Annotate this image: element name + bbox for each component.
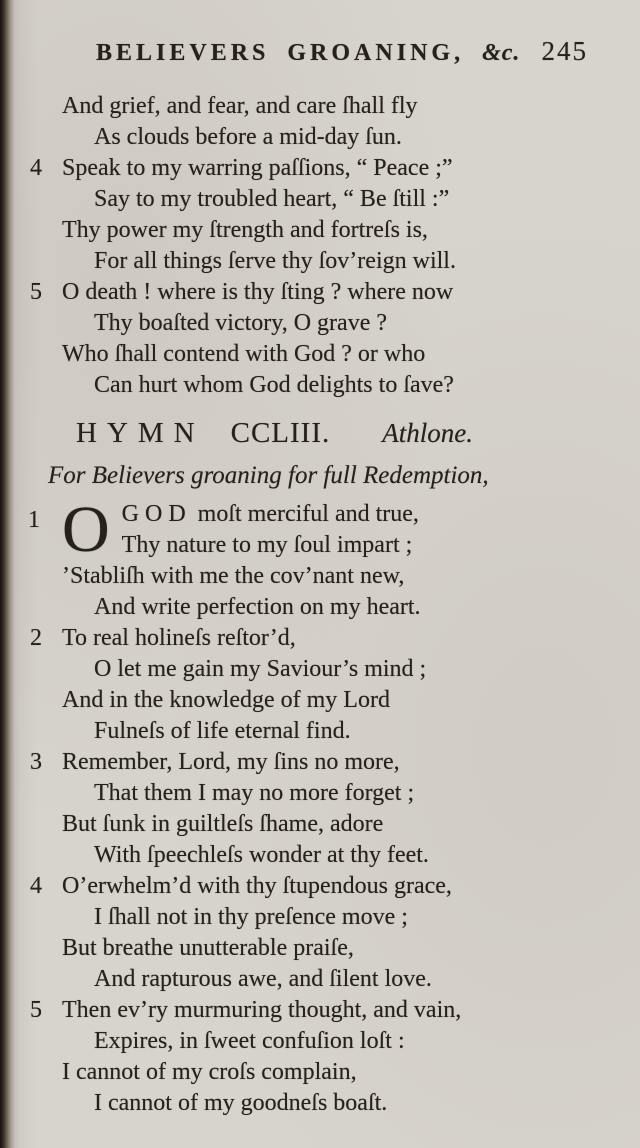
hymn-line [30, 995, 596, 1026]
running-title-etc: &c. [482, 40, 521, 66]
verse-number: 2 [30, 625, 42, 651]
line-text: Say to my troubled heart, “ Be ſtill :” [94, 186, 450, 212]
hymn-numeral: CCLIII. [230, 417, 331, 449]
previous-hymn-closing-verses [30, 91, 596, 401]
hymn-line [62, 809, 596, 840]
hymn-line [62, 184, 596, 215]
line-text: And grief, and fear, and care ſhall fly [62, 93, 418, 119]
hymn-line [62, 308, 596, 339]
hymn-line [62, 339, 596, 370]
line-text: moſt merciful and true, [191, 501, 419, 527]
line-text: Fulneſs of life eternal find. [94, 718, 351, 744]
line-text: Thy power my ſtrength and fortreſs is, [62, 217, 428, 243]
hymn-verses [30, 561, 596, 1119]
line-text: Thy boaſted victory, O grave ? [94, 310, 388, 336]
line-text: For all things ſerve thy ſov’reign will. [94, 248, 456, 274]
verse-number: 3 [30, 749, 42, 775]
verse-number: 4 [30, 155, 42, 181]
line-text: O death ! where is thy ſting ? where now [62, 279, 454, 305]
hymn-line [62, 122, 596, 153]
verse-number: 5 [30, 279, 42, 305]
hymn-line [62, 964, 596, 995]
line-text: I cannot of my croſs complain, [62, 1059, 357, 1085]
line-text: And rapturous awe, and ſilent love. [94, 966, 432, 992]
line-text: Then ev’ry murmuring thought, and vain, [62, 997, 462, 1023]
hymn-line [62, 91, 596, 122]
hymn-line [30, 277, 596, 308]
line-text: That them I may no more forget ; [94, 780, 415, 806]
line-text: Expires, in ſweet confuſion loſt : [94, 1028, 405, 1054]
hymn-line [62, 1088, 596, 1119]
line-text: ’Stabliſh with me the cov’nant new, [62, 563, 405, 589]
line-text: Can hurt whom God delights to ſave? [94, 372, 454, 398]
line-text: I ſhall not in thy preſence move ; [94, 904, 408, 930]
line-text: But breathe unutterable praiſe, [62, 935, 354, 961]
verse-number: 5 [30, 997, 42, 1023]
line-text: Remember, Lord, my ſins no more, [62, 749, 400, 775]
hymn-line [30, 623, 596, 654]
page-header [62, 36, 596, 67]
line-text: O’erwhelm’d with thy ſtupendous grace, [62, 873, 452, 899]
page-number: 245 [541, 36, 588, 66]
spaced-word: GOD [121, 501, 192, 527]
dropcap-letter: O [62, 493, 110, 566]
hymn-subtitle: For Believers groaning for full Redemption, [48, 462, 489, 489]
verse-number: 1 [28, 507, 40, 533]
hymn-line [62, 1057, 596, 1088]
hymn-line [62, 840, 596, 871]
line-text: But ſunk in guiltleſs ſhame, adore [62, 811, 384, 837]
hymn-line [62, 716, 596, 747]
line-text: As clouds before a mid-day ſun. [94, 124, 402, 150]
line-text: Speak to my warring paſſions, “ Peace ;” [62, 155, 453, 181]
hymn-line [62, 215, 596, 246]
line-text: And write perfection on my heart. [94, 594, 421, 620]
line-text: I cannot of my goodneſs boaſt. [94, 1090, 388, 1116]
hymn-line [62, 933, 596, 964]
running-title [96, 40, 520, 67]
hymn-line [62, 1026, 596, 1057]
hymn-line [62, 499, 596, 530]
hymn-opening-verse [28, 493, 596, 566]
hymn-line [62, 592, 596, 623]
hymn-line [62, 902, 596, 933]
hymn-heading [76, 413, 596, 453]
hymn-line: Thy nature to my ſoul impart ; [121, 532, 413, 558]
tune-name: Athlone. [382, 418, 473, 448]
hymn-line [62, 370, 596, 401]
line-text: Who ſhall contend with God ? or who [62, 341, 426, 367]
hymn-line [62, 561, 596, 592]
verse-number: 4 [30, 873, 42, 899]
hymn-line [30, 871, 596, 902]
hymn-line [62, 685, 596, 716]
hymn-line [62, 654, 596, 685]
running-title-text: BELIEVERS GROANING, [96, 40, 465, 66]
line-text: With ſpeechleſs wonder at thy feet. [94, 842, 429, 868]
hymn-line [62, 778, 596, 809]
line-text: To real holineſs reſtor’d, [62, 625, 296, 651]
hymn-line [30, 153, 596, 184]
hymn-line [62, 246, 596, 277]
line-text: O let me gain my Saviour’s mind ; [94, 656, 427, 682]
hymn-line [30, 747, 596, 778]
line-text: And in the knowledge of my Lord [62, 687, 390, 713]
hymn-word: HYMN [76, 417, 205, 449]
